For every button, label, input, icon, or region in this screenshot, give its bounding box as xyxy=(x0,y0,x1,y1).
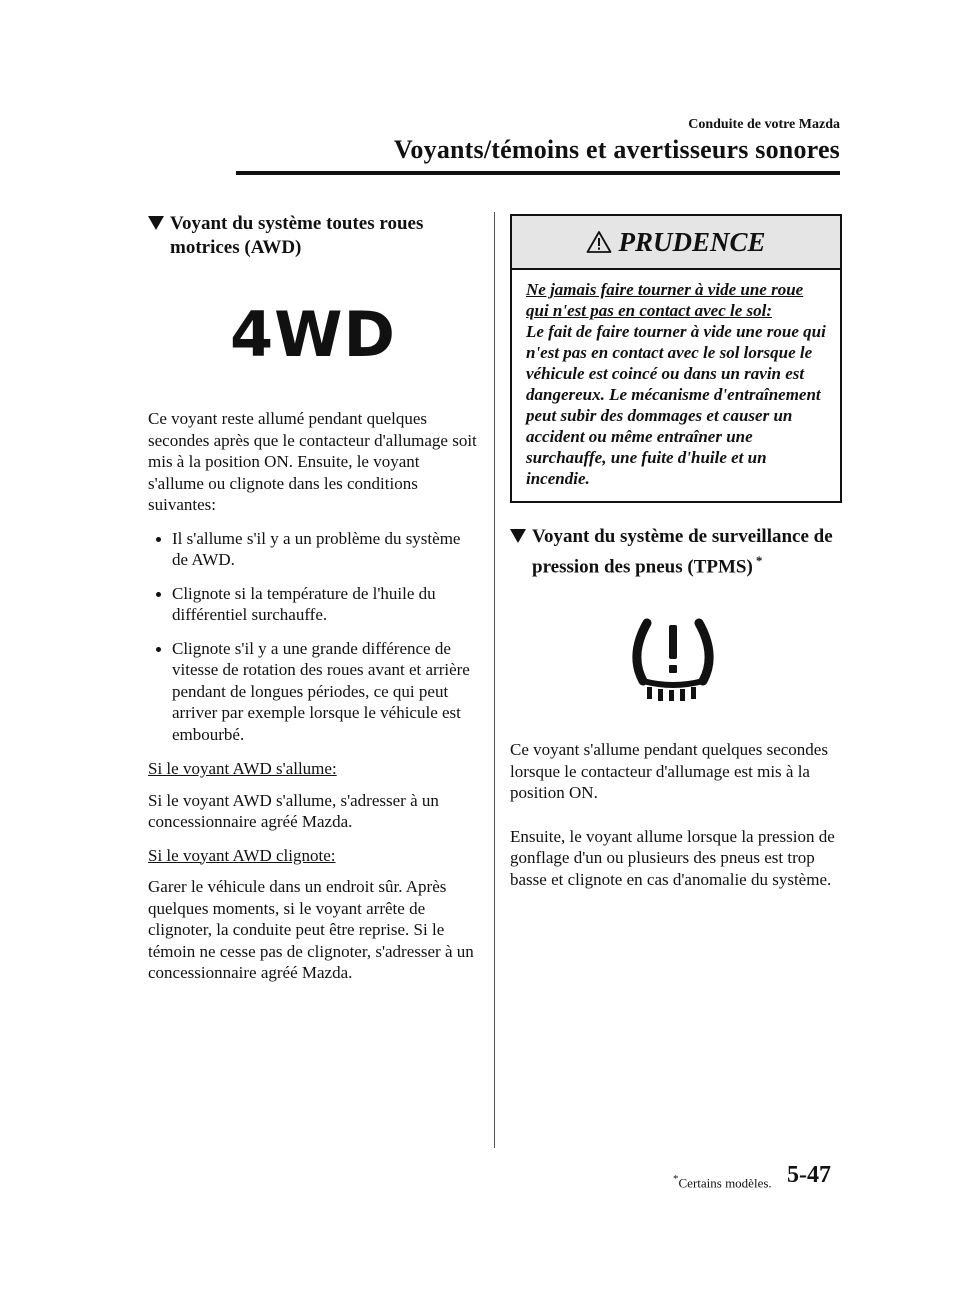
running-header-chapter: Conduite de votre Mazda xyxy=(688,117,840,132)
list-item-text: Il s'allume s'il y a un problème du système de AWD. xyxy=(172,528,461,569)
awd-warning-icon: 4WD xyxy=(230,298,396,371)
caution-box xyxy=(510,214,842,503)
caution-body xyxy=(512,270,840,501)
list-item-text: Clignote s'il y a une grande différence de vitesse de rotation des roues avant et arrière pendant de longues périodes, ce qui peut arriver par exemple lorsque le véhicule est embourbé. xyxy=(172,638,470,744)
awd-on-paragraph: Si le voyant AWD s'allume, s'adresser à un concessionnaire agréé Mazda. xyxy=(148,790,439,831)
bullet-dot-icon xyxy=(156,647,161,652)
list-item xyxy=(148,528,478,571)
list-item xyxy=(148,638,478,746)
caution-body-text: Le fait de faire tourner à vide une roue qui n'est pas en contact avec le sol lorsque le véhicule est coincé ou dans un ravin est dangereux. Le mécanisme d'entraînement peut subir des dommages et causer un accident ou même entraîner une surchauffe, une fuite d'huile et un incendie. xyxy=(526,322,826,488)
column-divider xyxy=(494,212,495,1148)
awd-heading-text: Voyant du système toutes roues motrices (AWD) xyxy=(170,213,424,258)
bullet-dot-icon xyxy=(156,592,161,597)
awd-on-subheading: Si le voyant AWD s'allume: xyxy=(148,759,337,778)
tpms-paragraph-1: Ce voyant s'allume pendant quelques secondes lorsque le contacteur d'allumage est mis à la position ON. xyxy=(510,740,828,803)
page-number: 5-47 xyxy=(787,1162,831,1188)
caution-underlined-text: Ne jamais faire tourner à vide une roue qui n'est pas en contact avec le sol: xyxy=(526,280,804,320)
awd-blink-subheading: Si le voyant AWD clignote: xyxy=(148,845,336,865)
awd-section-heading xyxy=(148,212,478,260)
footnote-star: * xyxy=(755,553,763,568)
footnote-star: * xyxy=(673,1173,679,1185)
tpms-section-heading xyxy=(510,525,842,579)
tpms-heading-text: Voyant du système de surveillance de pression des pneus (TPMS) xyxy=(532,526,833,578)
list-item xyxy=(148,583,478,626)
awd-intro-paragraph: Ce voyant reste allumé pendant quelques secondes après que le contacteur d'allumage soit mis à la position ON. Ensuite, le voyant s'allume ou clignote dans les conditions suivantes: xyxy=(148,409,477,514)
left-column xyxy=(148,212,478,996)
right-column xyxy=(510,212,842,902)
awd-blink-paragraph: Garer le véhicule dans un endroit sûr. Après quelques moments, si le voyant arrête de clignoter, la conduite peut être reprise. Si le témoin ne cesse pas de clignoter, s'adresser à un concessionnaire agréé Mazda. xyxy=(148,877,474,982)
footnote-text: Certains modèles. xyxy=(678,1175,772,1191)
caution-header xyxy=(512,216,840,270)
list-item-text: Clignote si la température de l'huile du différentiel surchauffe. xyxy=(172,583,436,624)
triangle-bullet-icon xyxy=(148,216,164,230)
triangle-bullet-icon xyxy=(510,529,526,543)
footnote xyxy=(673,1173,772,1191)
caution-title: PRUDENCE xyxy=(618,226,766,257)
tire-pressure-warning-icon xyxy=(625,615,721,701)
header-rule xyxy=(236,171,840,175)
warning-triangle-icon xyxy=(586,230,612,254)
running-header-title: Voyants/témoins et avertisseurs sonores xyxy=(393,135,840,164)
tpms-paragraph-2: Ensuite, le voyant allume lorsque la pression de gonflage d'un ou plusieurs des pneus est trop basse et clignote en cas d'anomalie du système. xyxy=(510,826,835,889)
awd-condition-list xyxy=(148,528,478,746)
bullet-dot-icon xyxy=(156,537,161,542)
